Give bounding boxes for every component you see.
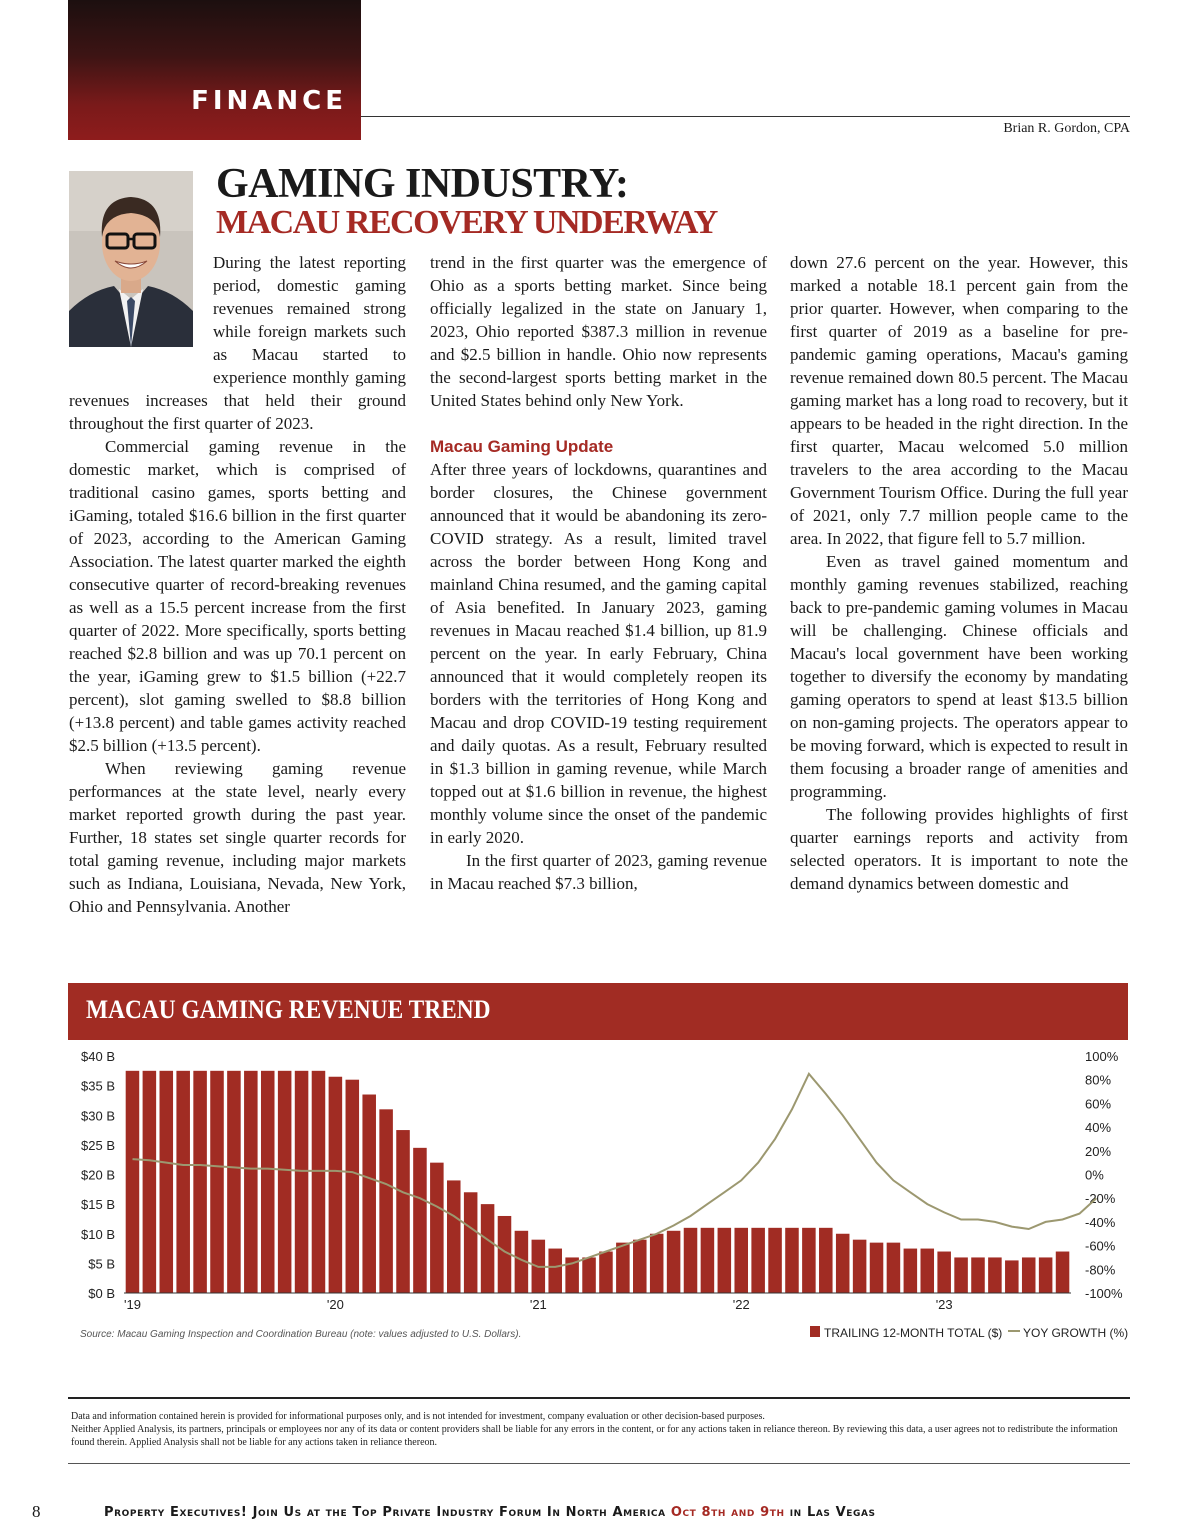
y-tick-label: $25 B xyxy=(81,1137,115,1153)
chart-title-banner xyxy=(68,983,1128,1040)
revenue-bar xyxy=(430,1163,444,1293)
revenue-bar xyxy=(244,1071,258,1293)
yoy-growth-line xyxy=(133,1074,1097,1267)
revenue-bar xyxy=(734,1228,748,1293)
revenue-bar xyxy=(143,1071,157,1293)
byline: Brian R. Gordon, CPA xyxy=(1003,121,1130,136)
revenue-bar xyxy=(295,1071,309,1293)
section-tab xyxy=(68,0,361,140)
x-tick-label: '23 xyxy=(935,1297,953,1312)
disclaimer-line: Data and information contained herein is provided for informational purposes only, and is not intended for investment, company evaluation or other decision-based purposes. xyxy=(71,1411,765,1422)
revenue-bar xyxy=(802,1228,816,1293)
revenue-bar xyxy=(785,1228,799,1293)
revenue-bar xyxy=(193,1071,207,1293)
y2-tick-label: -60% xyxy=(1085,1238,1116,1254)
macau-revenue-chart xyxy=(68,983,1128,1348)
revenue-bar xyxy=(988,1257,1002,1293)
revenue-bar xyxy=(599,1252,613,1293)
y-tick-label: $0 B xyxy=(88,1286,115,1301)
disclaimer-line: Neither Applied Analysis, its partners, principals or employees nor any of its data or content providers shall be liable for any errors in the content, or for any actions taken in reliance thereon. By reviewing this data, a user agrees not to redistribute the information found therein. Applied Analysis shall not be liable for any actions taken in reliance thereon. xyxy=(71,1424,1118,1448)
revenue-bar xyxy=(396,1130,410,1293)
footer-rule-thin xyxy=(68,1463,1130,1464)
revenue-bar xyxy=(954,1257,968,1293)
y2-tick-label: 40% xyxy=(1085,1120,1112,1136)
footer-text: Property Executives! Join Us at the Top Private Industry Forum In North America xyxy=(104,1505,666,1520)
y-tick-label: $30 B xyxy=(81,1108,115,1124)
paragraph: down 27.6 percent on the year. However, this marked a notable 18.1 percent gain from the prior quarter. However, when comparing to the first quarter of 2019 as a baseline for pre-pandemic gaming operations, Macau's gaming revenue remained down 80.5 percent. The Macau gaming market has a long road to recovery, but it appears to be headed in the right direction. In the first quarter, Macau welcomed 5.0 million travelers to the area according to the Macau Government Tourism Office. During the full year of 2021, only 7.7 million people came to the area. In 2022, that figure fell to 5.7 million. xyxy=(790,253,1128,548)
revenue-bar xyxy=(616,1243,630,1293)
revenue-bar xyxy=(718,1228,732,1293)
y-tick-label: $15 B xyxy=(81,1197,115,1213)
paragraph xyxy=(69,251,406,435)
revenue-bar xyxy=(650,1234,664,1293)
revenue-bar xyxy=(819,1228,833,1293)
legend-bar-swatch xyxy=(810,1326,820,1337)
chart-plot xyxy=(68,1040,1128,1348)
y2-tick-label: 80% xyxy=(1085,1072,1112,1088)
footer-dates: Oct 8th and 9th xyxy=(670,1505,785,1520)
revenue-bar xyxy=(684,1228,698,1293)
paragraph-text: During the latest reporting period, domestic gaming revenues remained strong while foreign markets such as Macau started to experience monthly gaming revenues increases that held their ground throughout the first quarter of 2023. xyxy=(69,253,406,433)
revenue-bar xyxy=(261,1071,275,1293)
page-number: 8 xyxy=(32,1502,41,1521)
revenue-bar xyxy=(160,1071,174,1293)
footer-rule xyxy=(68,1397,1130,1399)
revenue-bar xyxy=(870,1243,884,1293)
revenue-bar xyxy=(278,1071,292,1293)
y2-tick-label: -20% xyxy=(1085,1191,1116,1207)
article-column-2 xyxy=(430,251,767,895)
y2-tick-label: -40% xyxy=(1085,1214,1116,1230)
y-tick-label: $5 B xyxy=(88,1256,115,1272)
paragraph: After three years of lockdowns, quarantines and border closures, the Chinese government announced that it would be abandoning its zero-COVID strategy. As a result, limited travel across the border between Hong Kong and mainland China resumed, and the gaming capital of Asia benefited. In January 2023, gaming revenues in Macau reached $1.4 billion, up 81.9 percent on the year. In early February, China announced that it would completely reopen its borders with the territories of Hong Kong and Macau and drop COVID-19 testing requirement and daily quotas. As a result, February resulted in $1.3 billion in gaming revenue, while March topped out at $1.6 billion in revenue, the highest monthly volume since the onset of the pandemic in early 2020. xyxy=(430,460,767,847)
y2-tick-label: -80% xyxy=(1085,1262,1116,1278)
revenue-bar xyxy=(346,1080,360,1293)
y2-tick-label: -100% xyxy=(1085,1286,1123,1301)
revenue-bar xyxy=(1005,1260,1019,1293)
y2-tick-label: 60% xyxy=(1085,1096,1112,1112)
revenue-bar xyxy=(176,1071,190,1293)
section-label: FINANCE xyxy=(191,86,347,116)
photo-wrap-spacer xyxy=(69,251,213,389)
y-tick-label: $20 B xyxy=(81,1167,115,1183)
disclaimer xyxy=(71,1410,1130,1449)
revenue-bar xyxy=(329,1077,343,1293)
subhead-macau-gaming-update: Macau Gaming Update xyxy=(430,437,614,456)
y-tick-label: $35 B xyxy=(81,1078,115,1094)
revenue-bar xyxy=(887,1243,901,1293)
revenue-bar xyxy=(667,1231,681,1293)
legend-line-label: YOY GROWTH (%) xyxy=(1023,1326,1128,1340)
revenue-bar xyxy=(362,1095,376,1293)
chart-title: MACAU GAMING REVENUE TREND xyxy=(86,995,491,1024)
chart-source: Source: Macau Gaming Inspection and Coordination Bureau (note: values adjusted to U.S. Dollars). xyxy=(80,1329,522,1340)
revenue-bar xyxy=(1056,1252,1070,1293)
revenue-bar xyxy=(548,1249,562,1293)
revenue-bar xyxy=(481,1204,495,1293)
subheadline: MACAU RECOVERY UNDERWAY xyxy=(216,204,717,241)
revenue-bar xyxy=(464,1192,478,1293)
article-column-1 xyxy=(69,251,406,918)
y2-tick-label: 0% xyxy=(1085,1167,1104,1183)
y2-tick-label: 100% xyxy=(1085,1049,1119,1064)
paragraph: Commercial gaming revenue in the domestic market, which is comprised of traditional casino games, sports betting and iGaming, totaled $16.6 billion in the first quarter of 2023, according to the American Gaming Association. The latest quarter marked the eighth consecutive quarter of record-breaking revenues as well as a 15.5 percent increase from the first quarter of 2022. More specifically, sports betting reached $2.8 billion and was up 70.1 percent on the year, iGaming grew to $1.5 billion (+22.7 percent), slot gaming swelled to $8.8 billion (+13.8 percent) and table games activity reached $2.5 billion (+13.5 percent). xyxy=(69,437,406,755)
x-tick-label: '21 xyxy=(529,1297,547,1312)
revenue-bar xyxy=(447,1180,461,1293)
headline: GAMING INDUSTRY: xyxy=(216,161,629,207)
revenue-bar xyxy=(904,1249,918,1293)
paragraph: In the first quarter of 2023, gaming revenue in Macau reached $7.3 billion, xyxy=(430,851,767,893)
y-tick-label: $40 B xyxy=(81,1049,115,1064)
article-column-3 xyxy=(790,251,1128,895)
revenue-bar xyxy=(751,1228,765,1293)
revenue-bar xyxy=(413,1148,427,1293)
revenue-bar xyxy=(701,1228,715,1293)
x-tick-label: '22 xyxy=(732,1297,750,1312)
revenue-bar xyxy=(853,1240,867,1293)
y-tick-label: $10 B xyxy=(81,1226,115,1242)
paragraph: The following provides highlights of first quarter earnings reports and activity from selected operators. It is important to note the demand dynamics between domestic and xyxy=(790,805,1128,893)
revenue-bar xyxy=(210,1071,224,1293)
revenue-bar xyxy=(126,1071,140,1293)
revenue-bar xyxy=(937,1252,951,1293)
revenue-bar xyxy=(1039,1257,1053,1293)
paragraph: trend in the first quarter was the emergence of Ohio as a sports betting market. Since being officially legalized in the state on January 1, 2023, Ohio reported $387.3 million in revenue and $2.5 billion in handle. Ohio now represents the second-largest sports betting market in the United States behind only New York. xyxy=(430,253,767,410)
top-rule xyxy=(361,116,1130,117)
x-tick-label: '20 xyxy=(326,1297,344,1312)
revenue-bar xyxy=(582,1257,596,1293)
legend-bar-label: TRAILING 12-MONTH TOTAL ($) xyxy=(824,1326,1003,1340)
revenue-bar xyxy=(836,1234,850,1293)
paragraph: Even as travel gained momentum and monthly gaming revenues stabilized, reaching back to pre-pandemic gaming volumes in Macau will be challenging. Chinese officials and Macau's local government have been working together to diversify the economy by mandating gaming operators to spend at least $13.5 billion on non-gaming projects. The operators appear to be moving forward, which is expected to result in them focusing a broader range of amenities and programming. xyxy=(790,552,1128,801)
revenue-bar xyxy=(227,1071,241,1293)
revenue-bar xyxy=(920,1249,934,1293)
revenue-bar xyxy=(971,1257,985,1293)
footer-promo xyxy=(104,1505,876,1520)
x-tick-label: '19 xyxy=(124,1297,141,1312)
paragraph: When reviewing gaming revenue performances at the state level, nearly every market reported growth during the past year. Further, 18 states set single quarter records for total gaming revenue, including major markets such as Indiana, Louisiana, Nevada, New York, Ohio and Pennsylvania. Another xyxy=(69,759,406,916)
revenue-bar xyxy=(379,1109,393,1293)
revenue-bar xyxy=(1022,1257,1036,1293)
y2-tick-label: 20% xyxy=(1085,1143,1112,1159)
revenue-bar xyxy=(312,1071,326,1293)
revenue-bar xyxy=(768,1228,782,1293)
revenue-bar xyxy=(633,1240,647,1293)
footer-text-end: in Las Vegas xyxy=(789,1505,876,1520)
